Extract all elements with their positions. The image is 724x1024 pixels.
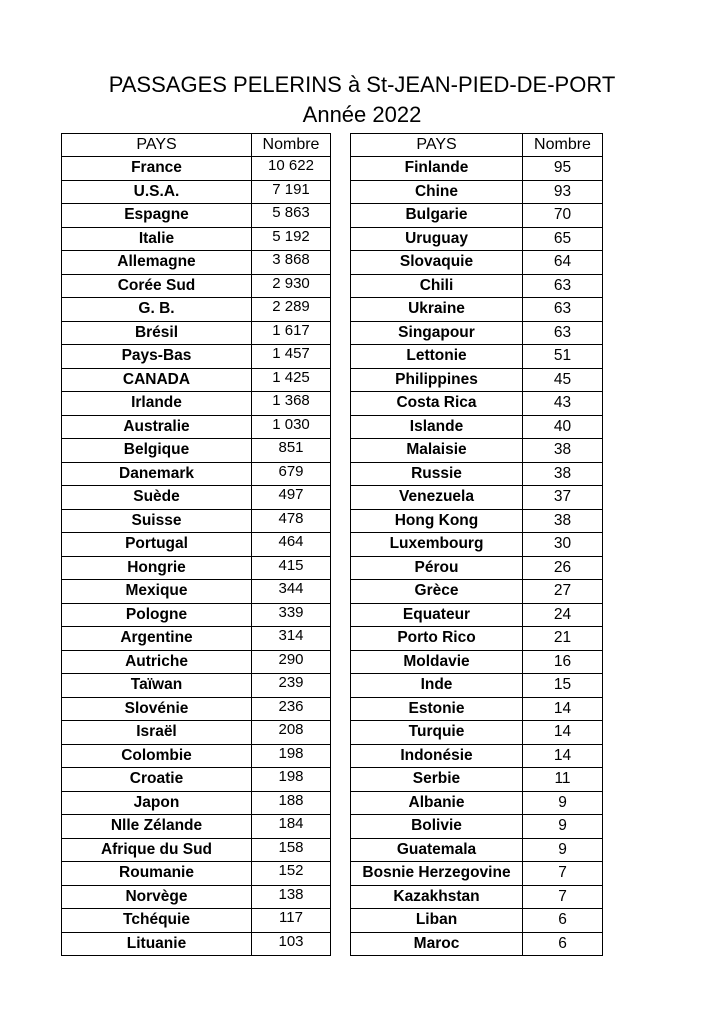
pilgrim-count-cell: 51	[523, 345, 603, 369]
country-name-cell: Corée Sud	[62, 274, 252, 298]
pilgrim-count-cell: 15	[523, 674, 603, 698]
document-subtitle: Année 2022	[302, 102, 422, 127]
country-name-cell: Nlle Zélande	[62, 815, 252, 839]
table-row	[351, 321, 603, 345]
table-row	[351, 368, 603, 392]
table-row	[351, 932, 603, 956]
pilgrim-count-cell: 1 617	[252, 321, 331, 345]
country-name-cell: Liban	[351, 909, 523, 933]
table-row	[62, 815, 331, 839]
pilgrim-count-cell: 40	[523, 415, 603, 439]
table-row	[62, 885, 331, 909]
country-name-cell: Slovaquie	[351, 251, 523, 275]
pilgrim-count-cell: 63	[523, 274, 603, 298]
table-row	[351, 251, 603, 275]
table-row	[351, 392, 603, 416]
pilgrim-count-cell: 2 289	[252, 298, 331, 322]
pilgrim-count-cell: 314	[252, 627, 331, 651]
table-row	[62, 180, 331, 204]
table-row	[351, 838, 603, 862]
country-name-cell: Malaisie	[351, 439, 523, 463]
pilgrim-count-cell: 11	[523, 768, 603, 792]
country-name-cell: Bulgarie	[351, 204, 523, 228]
table-row	[62, 392, 331, 416]
pilgrim-count-cell: 6	[523, 909, 603, 933]
table-row	[351, 157, 603, 181]
country-name-cell: Maroc	[351, 932, 523, 956]
table-row	[62, 486, 331, 510]
table-row	[62, 274, 331, 298]
left-country-table	[61, 133, 331, 956]
table-row	[351, 791, 603, 815]
pilgrim-count-cell: 27	[523, 580, 603, 604]
country-name-cell: Colombie	[62, 744, 252, 768]
country-name-cell: Luxembourg	[351, 533, 523, 557]
country-name-cell: Norvège	[62, 885, 252, 909]
country-name-cell: Suisse	[62, 509, 252, 533]
pilgrim-count-cell: 30	[523, 533, 603, 557]
country-name-cell: France	[62, 157, 252, 181]
table-row	[351, 462, 603, 486]
country-name-cell: Philippines	[351, 368, 523, 392]
pilgrim-count-cell: 5 192	[252, 227, 331, 251]
right-header-country: PAYS	[351, 134, 523, 157]
table-row	[351, 345, 603, 369]
table-row	[62, 862, 331, 886]
pilgrim-count-cell: 188	[252, 791, 331, 815]
pilgrim-count-cell: 45	[523, 368, 603, 392]
table-row	[62, 298, 331, 322]
table-row	[62, 838, 331, 862]
pilgrim-count-cell: 3 868	[252, 251, 331, 275]
country-name-cell: Argentine	[62, 627, 252, 651]
table-row	[62, 650, 331, 674]
country-name-cell: Irlande	[62, 392, 252, 416]
right-table-header-row	[351, 134, 603, 157]
table-row	[351, 627, 603, 651]
table-row	[62, 415, 331, 439]
pilgrim-count-cell: 184	[252, 815, 331, 839]
table-row	[351, 580, 603, 604]
country-name-cell: Costa Rica	[351, 392, 523, 416]
country-name-cell: Moldavie	[351, 650, 523, 674]
pilgrim-count-cell: 239	[252, 674, 331, 698]
pilgrim-count-cell: 117	[252, 909, 331, 933]
table-row	[62, 721, 331, 745]
table-row	[351, 885, 603, 909]
country-name-cell: Mexique	[62, 580, 252, 604]
country-name-cell: Japon	[62, 791, 252, 815]
pilgrim-count-cell: 9	[523, 838, 603, 862]
pilgrim-count-cell: 95	[523, 157, 603, 181]
country-name-cell: CANADA	[62, 368, 252, 392]
table-row	[62, 603, 331, 627]
pilgrim-count-cell: 9	[523, 791, 603, 815]
country-name-cell: Grèce	[351, 580, 523, 604]
table-row	[351, 509, 603, 533]
table-row	[351, 744, 603, 768]
pilgrim-count-cell: 43	[523, 392, 603, 416]
table-row	[62, 768, 331, 792]
table-row	[351, 815, 603, 839]
table-row	[351, 486, 603, 510]
country-name-cell: Singapour	[351, 321, 523, 345]
country-name-cell: Australie	[62, 415, 252, 439]
country-name-cell: Pérou	[351, 556, 523, 580]
left-table-body	[62, 157, 331, 956]
country-name-cell: Indonésie	[351, 744, 523, 768]
pilgrim-count-cell: 14	[523, 721, 603, 745]
country-name-cell: Taïwan	[62, 674, 252, 698]
pilgrim-count-cell: 464	[252, 533, 331, 557]
pilgrim-count-cell: 24	[523, 603, 603, 627]
pilgrim-count-cell: 103	[252, 932, 331, 956]
pilgrim-count-cell: 38	[523, 462, 603, 486]
country-name-cell: Tchéquie	[62, 909, 252, 933]
pilgrim-count-cell: 63	[523, 321, 603, 345]
country-name-cell: Porto Rico	[351, 627, 523, 651]
pilgrim-count-cell: 64	[523, 251, 603, 275]
country-name-cell: Bolivie	[351, 815, 523, 839]
country-name-cell: Inde	[351, 674, 523, 698]
country-name-cell: Danemark	[62, 462, 252, 486]
country-name-cell: Lituanie	[62, 932, 252, 956]
country-name-cell: Roumanie	[62, 862, 252, 886]
pilgrim-count-cell: 65	[523, 227, 603, 251]
right-header-count: Nombre	[523, 134, 603, 157]
country-name-cell: Albanie	[351, 791, 523, 815]
pilgrim-count-cell: 7	[523, 862, 603, 886]
country-name-cell: Turquie	[351, 721, 523, 745]
pilgrim-count-cell: 478	[252, 509, 331, 533]
pilgrim-count-cell: 198	[252, 744, 331, 768]
pilgrim-count-cell: 37	[523, 486, 603, 510]
country-name-cell: Russie	[351, 462, 523, 486]
pilgrim-count-cell: 16	[523, 650, 603, 674]
pilgrim-count-cell: 497	[252, 486, 331, 510]
table-row	[62, 439, 331, 463]
table-row	[62, 251, 331, 275]
country-name-cell: Autriche	[62, 650, 252, 674]
country-name-cell: Hong Kong	[351, 509, 523, 533]
pilgrim-count-cell: 1 457	[252, 345, 331, 369]
pilgrim-count-cell: 344	[252, 580, 331, 604]
table-row	[351, 227, 603, 251]
table-row	[351, 533, 603, 557]
country-name-cell: Islande	[351, 415, 523, 439]
country-name-cell: U.S.A.	[62, 180, 252, 204]
table-row	[351, 721, 603, 745]
table-row	[351, 697, 603, 721]
country-name-cell: Chine	[351, 180, 523, 204]
country-name-cell: Lettonie	[351, 345, 523, 369]
pilgrim-count-cell: 6	[523, 932, 603, 956]
left-header-count: Nombre	[252, 134, 331, 157]
table-row	[62, 321, 331, 345]
country-name-cell: Israël	[62, 721, 252, 745]
table-row	[62, 932, 331, 956]
table-row	[62, 556, 331, 580]
table-row	[62, 674, 331, 698]
table-row	[62, 744, 331, 768]
country-name-cell: Uruguay	[351, 227, 523, 251]
pilgrim-count-cell: 7	[523, 885, 603, 909]
pilgrim-count-cell: 26	[523, 556, 603, 580]
pilgrim-count-cell: 63	[523, 298, 603, 322]
country-name-cell: G. B.	[62, 298, 252, 322]
country-name-cell: Hongrie	[62, 556, 252, 580]
pilgrim-count-cell: 198	[252, 768, 331, 792]
pilgrim-count-cell: 21	[523, 627, 603, 651]
table-row	[62, 580, 331, 604]
pilgrim-count-cell: 208	[252, 721, 331, 745]
pilgrim-count-cell: 339	[252, 603, 331, 627]
country-name-cell: Italie	[62, 227, 252, 251]
pilgrim-count-cell: 1 368	[252, 392, 331, 416]
table-row	[62, 204, 331, 228]
table-row	[351, 180, 603, 204]
table-row	[351, 274, 603, 298]
country-name-cell: Pays-Bas	[62, 345, 252, 369]
left-header-country: PAYS	[62, 134, 252, 157]
table-row	[62, 509, 331, 533]
pilgrim-count-cell: 14	[523, 697, 603, 721]
pilgrim-count-cell: 1 425	[252, 368, 331, 392]
table-row	[351, 768, 603, 792]
pilgrim-count-cell: 38	[523, 439, 603, 463]
pilgrim-count-cell: 2 930	[252, 274, 331, 298]
country-name-cell: Portugal	[62, 533, 252, 557]
table-row	[62, 368, 331, 392]
table-row	[351, 556, 603, 580]
pilgrim-count-cell: 5 863	[252, 204, 331, 228]
country-name-cell: Guatemala	[351, 838, 523, 862]
country-name-cell: Brésil	[62, 321, 252, 345]
country-name-cell: Slovénie	[62, 697, 252, 721]
table-row	[62, 345, 331, 369]
table-row	[62, 697, 331, 721]
pilgrim-count-cell: 1 030	[252, 415, 331, 439]
pilgrim-count-cell: 9	[523, 815, 603, 839]
pilgrim-count-cell: 415	[252, 556, 331, 580]
country-name-cell: Croatie	[62, 768, 252, 792]
pilgrim-count-cell: 290	[252, 650, 331, 674]
pilgrim-count-cell: 14	[523, 744, 603, 768]
table-row	[62, 227, 331, 251]
table-row	[62, 462, 331, 486]
country-name-cell: Afrique du Sud	[62, 838, 252, 862]
table-row	[351, 650, 603, 674]
country-name-cell: Espagne	[62, 204, 252, 228]
country-name-cell: Ukraine	[351, 298, 523, 322]
table-row	[62, 157, 331, 181]
left-table-header-row	[62, 134, 331, 157]
country-name-cell: Chili	[351, 274, 523, 298]
pilgrim-count-cell: 158	[252, 838, 331, 862]
country-name-cell: Bosnie Herzegovine	[351, 862, 523, 886]
pilgrim-count-cell: 138	[252, 885, 331, 909]
country-name-cell: Pologne	[62, 603, 252, 627]
pilgrim-count-cell: 93	[523, 180, 603, 204]
table-row	[351, 862, 603, 886]
table-row	[351, 298, 603, 322]
document-title: PASSAGES PELERINS à St-JEAN-PIED-DE-PORT	[108, 72, 616, 97]
country-name-cell: Belgique	[62, 439, 252, 463]
country-name-cell: Allemagne	[62, 251, 252, 275]
pilgrim-count-cell: 152	[252, 862, 331, 886]
table-row	[62, 909, 331, 933]
country-name-cell: Venezuela	[351, 486, 523, 510]
table-row	[351, 674, 603, 698]
table-row	[62, 533, 331, 557]
pilgrim-count-cell: 679	[252, 462, 331, 486]
country-name-cell: Suède	[62, 486, 252, 510]
pilgrim-count-cell: 236	[252, 697, 331, 721]
pilgrim-count-cell: 851	[252, 439, 331, 463]
right-table-body	[351, 157, 603, 956]
country-name-cell: Serbie	[351, 768, 523, 792]
table-row	[62, 627, 331, 651]
pilgrim-count-cell: 38	[523, 509, 603, 533]
pilgrim-count-cell: 70	[523, 204, 603, 228]
table-row	[62, 791, 331, 815]
table-row	[351, 439, 603, 463]
pilgrim-count-cell: 7 191	[252, 180, 331, 204]
table-row	[351, 415, 603, 439]
country-name-cell: Finlande	[351, 157, 523, 181]
country-name-cell: Equateur	[351, 603, 523, 627]
country-name-cell: Kazakhstan	[351, 885, 523, 909]
table-row	[351, 603, 603, 627]
country-name-cell: Estonie	[351, 697, 523, 721]
right-country-table	[350, 133, 603, 956]
table-row	[351, 909, 603, 933]
table-row	[351, 204, 603, 228]
pilgrim-count-cell: 10 622	[252, 157, 331, 181]
